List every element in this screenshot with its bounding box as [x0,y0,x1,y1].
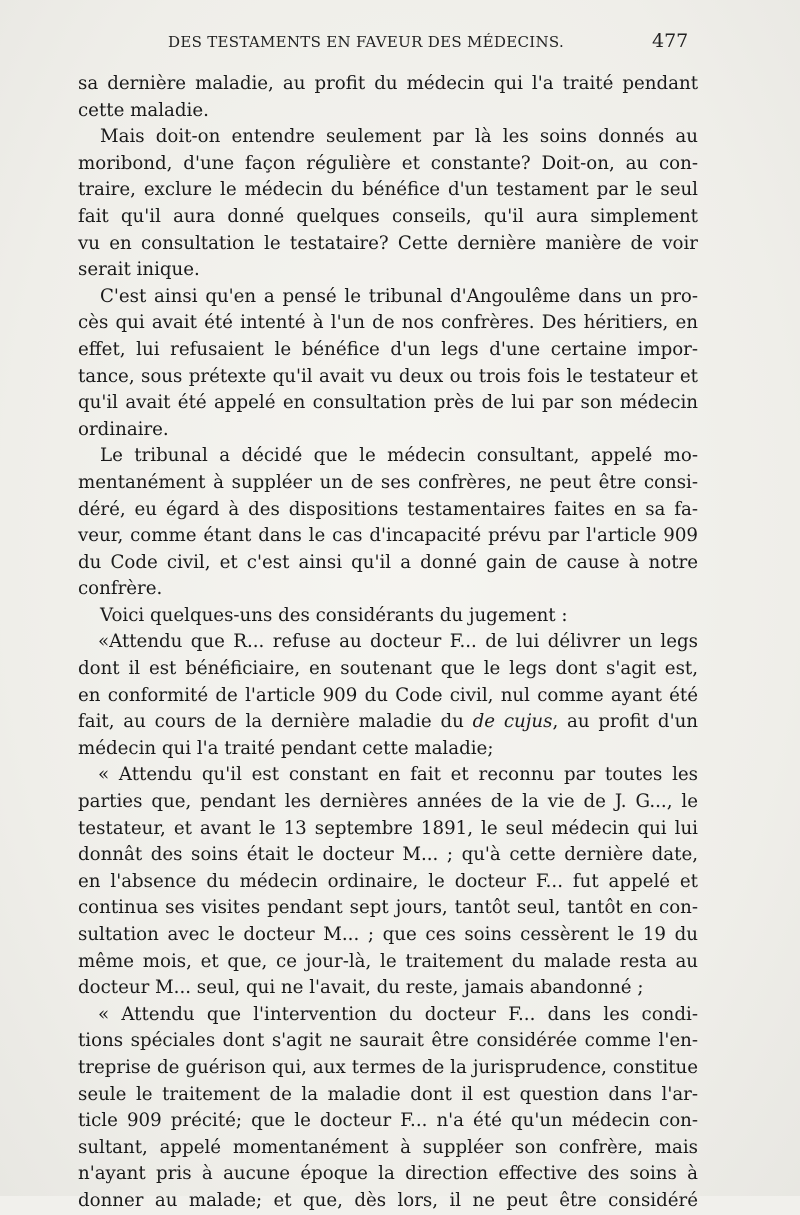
text-line: treprise de guérison qui, aux termes de la jurisprudence, constitue [78,1056,698,1078]
text-line: moribond, d'une façon régulière et constante? Doit-on, au con- [78,152,698,174]
text-line: sultant, appelé momentanément à suppléer son confrère, mais [78,1136,698,1158]
text-segment: , au profit d'un [552,711,698,733]
text-line: Mais doit-on entendre seulement par là les soins donnés au [100,126,698,148]
text-line: fait qu'il aura donné quelques conseils, qu'il aura simplement [78,205,698,227]
text-line: cès qui avait été intenté à l'un de nos confrères. Des héritiers, en [78,312,698,334]
text-line: confrère. [78,578,163,600]
text-line: effet, lui refusaient le bénéfice d'un legs d'une certaine impor- [78,338,698,360]
text-line: tions spéciales dont s'agit ne saurait être considérée comme l'en- [78,1030,698,1052]
text-line: déré, eu égard à des dispositions testamentaires faites en sa fa- [78,498,698,520]
text-line: continua ses visites pendant sept jours, tantôt seul, tantôt en con- [78,897,698,919]
text-line: sultation avec le docteur M... ; que ces soins cessèrent le 19 du [78,924,698,945]
text-line: du Code civil, et c'est ainsi qu'il a donné gain de cause à notre [78,551,698,573]
text-line: testateur, et avant le 13 septembre 1891, le seul médecin qui lui [78,817,698,839]
text-line [78,709,698,736]
text-line: qu'il avait été appelé en consultation près de lui par son médecin [78,392,698,414]
text-line: en l'absence du médecin ordinaire, le docteur F... fut appelé et [78,870,698,892]
text-line: donnât des soins était le docteur M... ; qu'à cette dernière date, [78,844,698,866]
text-line: n'ayant pris à aucune époque la direction effective des soins à [78,1163,698,1185]
text-line: docteur M... seul, qui ne l'avait, du reste, jamais abandonné ; [78,977,644,999]
text-line: seule le traitement de la maladie dont il est question dans l'ar- [78,1083,698,1105]
body-text [78,71,698,1215]
text-line: «Attendu que R... refuse au docteur F... de lui délivrer un legs [98,631,698,653]
text-line: cette maladie. [78,99,209,121]
text-line: tance, sous prétexte qu'il avait vu deux ou trois fois le testateur et [78,365,698,387]
text-line: Voici quelques-uns des considérants du jugement : [100,604,568,626]
page-number: 477 [652,30,689,52]
text-line: dont il est bénéficiaire, en soutenant que le legs dont s'agit est, [78,658,698,680]
text-line: médecin qui l'a traité pendant cette maladie; [78,737,494,759]
text-line: ticle 909 précité; que le docteur F... n'a été qu'un médecin con- [78,1110,698,1132]
text-line: en conformité de l'article 909 du Code civil, nul comme ayant été [78,684,698,706]
running-title: DES TESTAMENTS EN FAVEUR DES MÉDECINS. [168,33,565,51]
italic-term: de cujus [472,711,553,733]
text-line: traire, exclure le médecin du bénéfice d'un testament par le seul [78,179,698,201]
text-line: ordinaire. [78,418,169,440]
text-line: veur, comme étant dans le cas d'incapacité prévu par l'article 909 [78,525,698,547]
text-line: serait inique. [78,259,200,281]
text-line: sa dernière maladie, au profit du médecin qui l'a traité pendant [78,73,698,94]
text-line: « Attendu que l'intervention du docteur F... dans les condi- [98,1003,698,1025]
text-line: Le tribunal a décidé que le médecin consultant, appelé mo- [100,445,698,467]
text-line: « Attendu qu'il est constant en fait et reconnu par toutes les [98,764,698,786]
text-line: parties que, pendant les dernières années de la vie de J. G..., le [78,791,698,813]
text-line: donner au malade; et que, dès lors, il ne peut être considéré [78,1189,698,1211]
text-line: vu en consultation le testataire? Cette dernière manière de voir [78,232,698,254]
text-line: mentanément à suppléer un de ses confrères, ne peut être consi- [78,471,698,493]
text-line: même mois, et que, ce jour-là, le traitement du malade resta au [78,950,698,972]
text-segment: fait, au cours de la dernière maladie du [78,711,473,733]
text-line: C'est ainsi qu'en a pensé le tribunal d'Angoulême dans un pro- [100,285,698,307]
